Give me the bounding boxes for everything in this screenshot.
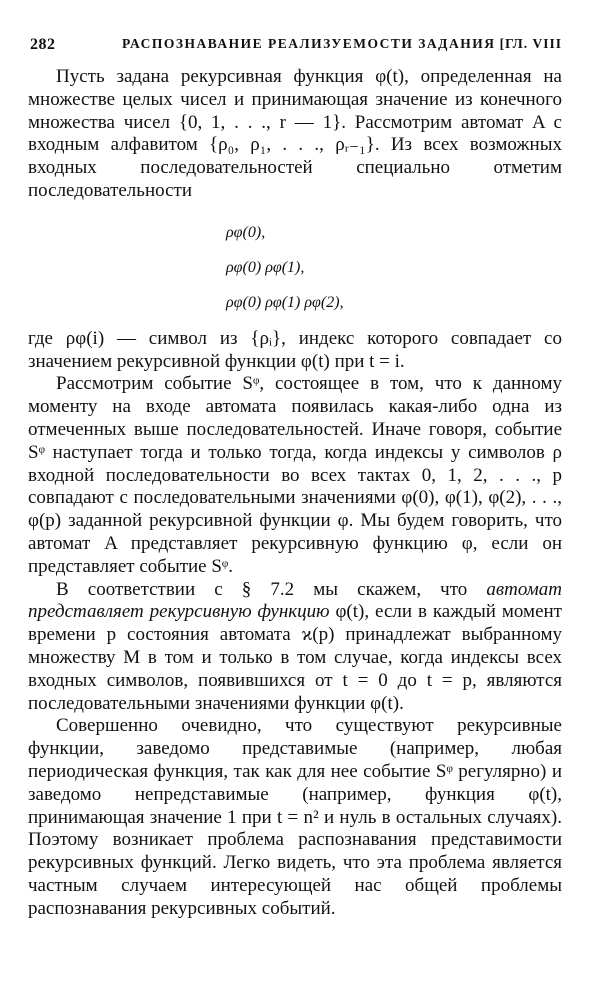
running-title: РАСПОЗНАВАНИЕ РЕАЛИЗУЕМОСТИ ЗАДАНИЯ (122, 36, 496, 51)
formula-line-3: ρφ(0) ρφ(1) ρφ(2), (226, 293, 344, 311)
formula-line-2: ρφ(0) ρφ(1), (226, 258, 305, 276)
running-header (30, 36, 562, 60)
chapter-label: [ГЛ. VIII (499, 36, 562, 51)
page-number: 282 (30, 36, 56, 53)
page-body (28, 66, 562, 921)
paragraph-5: Совершенно очевидно, что существуют рекурсивные функции, заведомо представимые (например, любая периодическая функция, так как для нее событие Sᵠ регулярно) и заведомо непредставимые (например, функция φ(t), принимающая значение 1 при t = n² и нуль в остальных случаях). Поэтому возникает проблема распознавания представимости рекурсивных функций. Легко видеть, что эта проблема является частным случаем интересующей нас общей проблемы распознавания рекурсивных событий. (28, 715, 562, 919)
formula-block (226, 215, 562, 320)
formula-line-1: ρφ(0), (226, 223, 266, 241)
paragraph-4-rest: φ(t), если в каждый момент времени p состояния автомата ϰ(p) принадлежат выбранному множеству M в том и только в том случае, когда индексы всех входных символов, появившихся от t = 0 до t = p, являются последовательными значениями функции φ(t). (28, 601, 562, 714)
paragraph-3: Рассмотрим событие Sᵠ, состоящее в том, что к данному моменту на входе автомата появилась какая-либо одна из отмеченных выше последовательностей. Иначе говоря, событие Sᵠ наступает тогда и только тогда, когда индексы у символов ρ входной последовательности во всех тактах 0, 1, 2, . . ., p совпадают с последовательными значениями φ(0), φ(1), φ(2), . . ., φ(p) заданной рекурсивной функции φ. Мы будем говорить, что автомат A представляет рекурсивную функцию φ, если он представляет событие Sᵠ. (28, 373, 562, 577)
paragraph-2: где ρφ(i) — символ из {ρᵢ}, индекс которого совпадает со значением рекурсивной функции φ(t) при t = i. (28, 327, 562, 372)
paragraph-1: Пусть задана рекурсивная функция φ(t), определенная на множестве целых чисел и принимающая значение из конечного множества чисел {0, 1, . . ., r — 1}. Рассмотрим автомат A с входным алфавитом {ρ₀, ρ₁, . . ., ρᵣ₋₁}. Из всех возможных входных последовательностей специально отметим последовательности (28, 66, 562, 201)
paragraph-4-lead: В соответствии с § 7.2 мы скажем, что (56, 578, 487, 600)
paragraph-4-emphasis: автомат представляет рекурсивную функцию (28, 578, 562, 623)
paragraph-4 (28, 579, 562, 716)
